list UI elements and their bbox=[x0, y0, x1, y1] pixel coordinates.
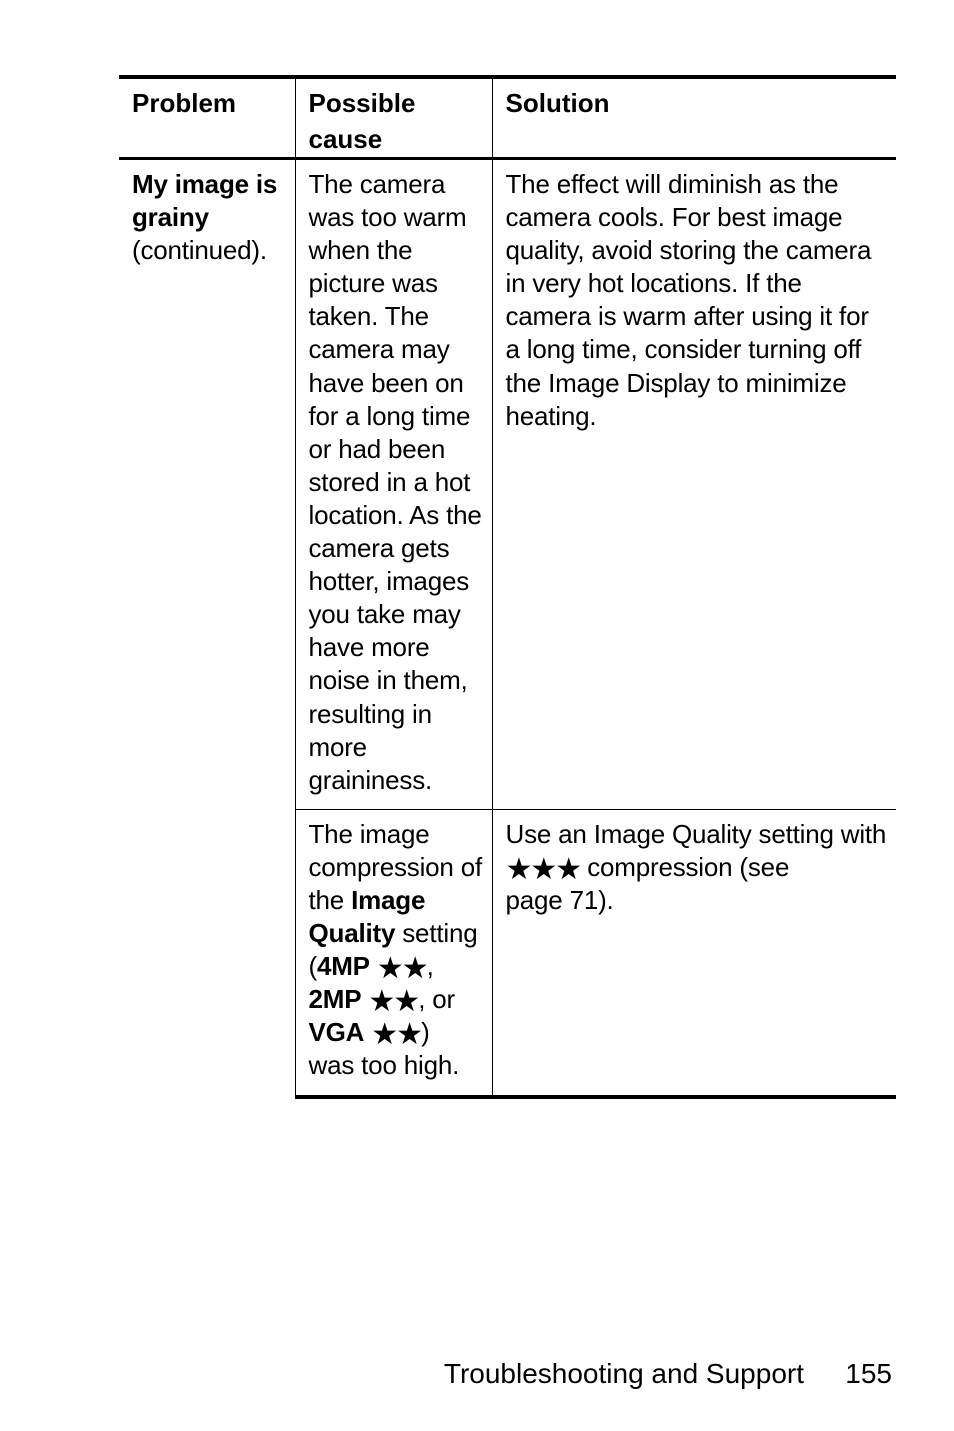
cause-text-line: hotter, images bbox=[308, 566, 470, 597]
solution-text-fragment: compression (see bbox=[580, 851, 790, 882]
cause-text-line: or had been bbox=[308, 433, 446, 464]
cause-text-line: for a long time bbox=[308, 400, 471, 431]
solution-text-line: in very hot locations. If the bbox=[505, 268, 802, 299]
cause-text-line bbox=[308, 983, 486, 1020]
solution-text-line: heating. bbox=[505, 400, 597, 431]
three-star-compression-icon: ★★★ bbox=[505, 851, 581, 887]
two-star-compression-icon: ★★ bbox=[376, 951, 427, 987]
solution-text-line bbox=[505, 851, 891, 887]
cause-text-line: graininess. bbox=[308, 764, 433, 795]
cause-text-fragment: setting bbox=[395, 918, 478, 949]
page-footer bbox=[0, 1356, 954, 1392]
cause-text-line: have been on bbox=[308, 367, 464, 398]
problem-continued: (continued). bbox=[132, 235, 267, 266]
cause-text-fragment: , or bbox=[418, 984, 455, 1015]
cause-text-line: taken. The bbox=[308, 301, 429, 332]
cause-text-line: location. As the bbox=[308, 499, 482, 530]
troubleshooting-table-container bbox=[119, 75, 896, 1099]
table-header-row bbox=[119, 77, 896, 159]
cause-text-line: camera gets bbox=[308, 533, 450, 564]
solution-cell-warm-camera bbox=[492, 159, 896, 810]
solution-text-line: camera is warm after using it for bbox=[505, 301, 869, 332]
problem-cell bbox=[119, 159, 295, 1097]
setting-vga: VGA bbox=[308, 1017, 365, 1048]
image-quality-term: Quality bbox=[308, 918, 396, 949]
cause-text-fragment: , bbox=[426, 951, 434, 982]
footer-section-title: Troubleshooting and Support bbox=[443, 1358, 804, 1389]
cause-text-line: was too warm bbox=[308, 202, 467, 233]
cause-text-line: picture was bbox=[308, 268, 438, 299]
cause-text-line: stored in a hot bbox=[308, 466, 471, 497]
cause-text-line bbox=[308, 950, 486, 987]
page-number: 155 bbox=[845, 1358, 892, 1389]
two-star-compression-icon: ★★ bbox=[368, 984, 419, 1020]
setting-2mp: 2MP bbox=[308, 984, 362, 1015]
cause-text-line: camera may bbox=[308, 334, 450, 365]
header-possible-cause: Possible cause bbox=[295, 77, 492, 159]
header-problem: Problem bbox=[119, 77, 295, 159]
solution-text-line: camera cools. For best image bbox=[505, 202, 843, 233]
table-row bbox=[119, 159, 896, 810]
cause-text-line: you take may bbox=[308, 599, 461, 630]
image-quality-term: Image bbox=[351, 884, 426, 915]
solution-cell-compression bbox=[492, 809, 896, 1096]
cause-text-line: noise in them, bbox=[308, 665, 468, 696]
two-star-compression-icon: ★★ bbox=[371, 1017, 422, 1053]
solution-text-line: quality, avoid storing the camera bbox=[505, 235, 872, 266]
cause-text-line: when the bbox=[308, 235, 413, 266]
setting-4mp: 4MP bbox=[316, 951, 370, 982]
cause-text-fragment: the bbox=[308, 884, 352, 915]
cause-text-fragment: ) bbox=[421, 1017, 430, 1048]
troubleshooting-table bbox=[119, 75, 896, 1099]
cause-cell-warm-camera bbox=[295, 159, 492, 810]
header-solution: Solution bbox=[492, 77, 896, 159]
solution-text-line: page 71). bbox=[505, 884, 614, 915]
solution-text-line: The effect will diminish as the bbox=[505, 169, 839, 199]
cause-text-line: have more bbox=[308, 632, 430, 663]
cause-text-line: more bbox=[308, 731, 367, 762]
cause-text-line: compression of bbox=[308, 851, 482, 882]
problem-title-line2: grainy bbox=[132, 202, 209, 233]
solution-text-line: a long time, consider turning off bbox=[505, 334, 862, 365]
cause-text-line: The camera bbox=[308, 169, 446, 199]
cause-cell-compression bbox=[295, 809, 492, 1096]
cause-text-fragment: ( bbox=[308, 951, 317, 982]
cause-text-line: was too high. bbox=[308, 1050, 460, 1081]
problem-title-line1: My image is bbox=[132, 169, 278, 199]
cause-text-line: The image bbox=[308, 818, 430, 849]
solution-text-line: the Image Display to minimize bbox=[505, 367, 847, 398]
cause-text-line bbox=[308, 1016, 486, 1053]
cause-text-line bbox=[309, 884, 486, 917]
cause-text-line: resulting in bbox=[308, 698, 432, 729]
solution-text-line: Use an Image Quality setting with bbox=[505, 818, 887, 849]
cause-text-line bbox=[309, 917, 486, 950]
